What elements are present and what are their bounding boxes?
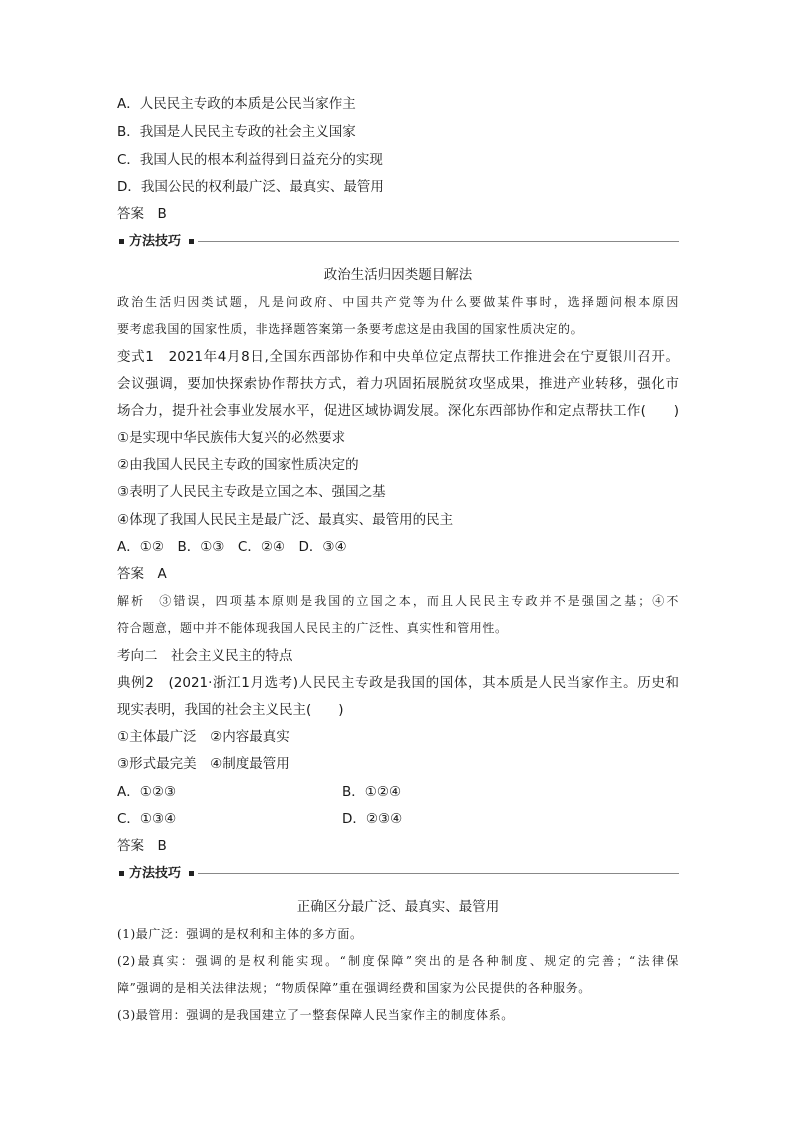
method-tips-label: 方法技巧	[129, 234, 182, 249]
square-bullet-icon	[189, 871, 194, 876]
q1-option-b: B．我国是人民民主专政的社会主义国家	[117, 124, 356, 140]
example2-option-c: C．①③④	[117, 811, 177, 827]
method-tips-label: 方法技巧	[129, 866, 182, 881]
variant1-options: A．①② B．①③ C．②④ D．③④	[117, 539, 347, 555]
method2-point-3: (3)最管用：强调的是我国建立了一整套保障人民当家作主的制度体系。	[117, 1008, 514, 1022]
example2-options-row	[117, 809, 679, 829]
example2-option-d: D．②③④	[342, 811, 403, 827]
method2-title: 正确区分最广泛、最真实、最管用	[296, 899, 500, 915]
example2-stem-line: 现实表明，我国的社会主义民主( )	[117, 702, 344, 718]
method2-point-2-line: 障”强调的是相关法律法规；“物质保障”重在强调经费和国家为公民提供的各种服务。	[117, 981, 591, 995]
divider-line	[198, 873, 679, 874]
example2-stem-line: 典例2 (2021·浙江1月选考)人民民主专政是我国的国体，其本质是人民当家作主。历史和	[117, 675, 679, 691]
method-tips-header-2	[117, 864, 679, 884]
variant1-item: ④体现了我国人民民主是最广泛、最真实、最管用的民主	[117, 512, 454, 528]
example2-items-line: ①主体最广泛 ②内容最真实	[117, 729, 290, 745]
square-bullet-icon	[189, 239, 194, 244]
example2-option-b: B．①②④	[342, 784, 402, 800]
variant1-analysis-line: 解析 ③错误，四项基本原则是我国的立国之本，而且人民民主专政并不是强国之基；④不	[117, 594, 679, 608]
variant1-stem-line: 变式1 2021年4月8日,全国东西部协作和中央单位定点帮扶工作推进会在宁夏银川召开。	[117, 349, 679, 365]
method1-body-line: 政治生活归因类试题，凡是问政府、中国共产党等为什么要做某件事时，选择题问根本原因	[117, 295, 679, 309]
method1-body-line: 要考虑我国的国家性质，非选择题答案第一条要考虑这是由我国的国家性质决定的。	[117, 322, 584, 336]
square-bullet-icon	[119, 239, 124, 244]
q1-option-a: A．人民民主专政的本质是公民当家作主	[117, 96, 356, 112]
example2-options-row	[117, 782, 679, 802]
direction-heading: 考向二 社会主义民主的特点	[117, 648, 293, 664]
method2-point-2-line: (2)最真实：强调的是权利能实现。“制度保障”突出的是各种制度、规定的完善；“法律保	[117, 954, 679, 968]
method-tips-header-1	[117, 232, 679, 252]
method1-title: 政治生活归因类题目解法	[323, 267, 473, 283]
variant1-stem-line: 会议强调，要加快探索协作帮扶方式，着力巩固拓展脱贫攻坚成果，推进产业转移，强化市	[117, 376, 679, 392]
variant1-item: ②由我国人民民主专政的国家性质决定的	[117, 457, 359, 473]
example2-items-line: ③形式最完美 ④制度最管用	[117, 756, 290, 772]
variant1-answer: 答案 A	[117, 566, 167, 582]
q1-option-d: D．我国公民的权利最广泛、最真实、最管用	[117, 179, 384, 195]
q1-answer: 答案 B	[117, 206, 167, 222]
square-bullet-icon	[119, 871, 124, 876]
divider-line	[198, 241, 679, 242]
q1-option-c: C．我国人民的根本利益得到日益充分的实现	[117, 152, 383, 168]
example2-answer: 答案 B	[117, 838, 167, 854]
example2-option-a: A．①②③	[117, 784, 177, 800]
variant1-item: ①是实现中华民族伟大复兴的必然要求	[117, 430, 346, 446]
method2-point-1: (1)最广泛：强调的是权利和主体的多方面。	[117, 927, 363, 941]
variant1-analysis-line: 符合题意，题中并不能体现我国人民民主的广泛性、真实性和管用性。	[117, 621, 508, 635]
variant1-stem-line: 场合力，提升社会事业发展水平，促进区域协调发展。深化东西部协作和定点帮扶工作( )	[117, 403, 679, 419]
variant1-item: ③表明了人民民主专政是立国之本、强国之基	[117, 484, 386, 500]
